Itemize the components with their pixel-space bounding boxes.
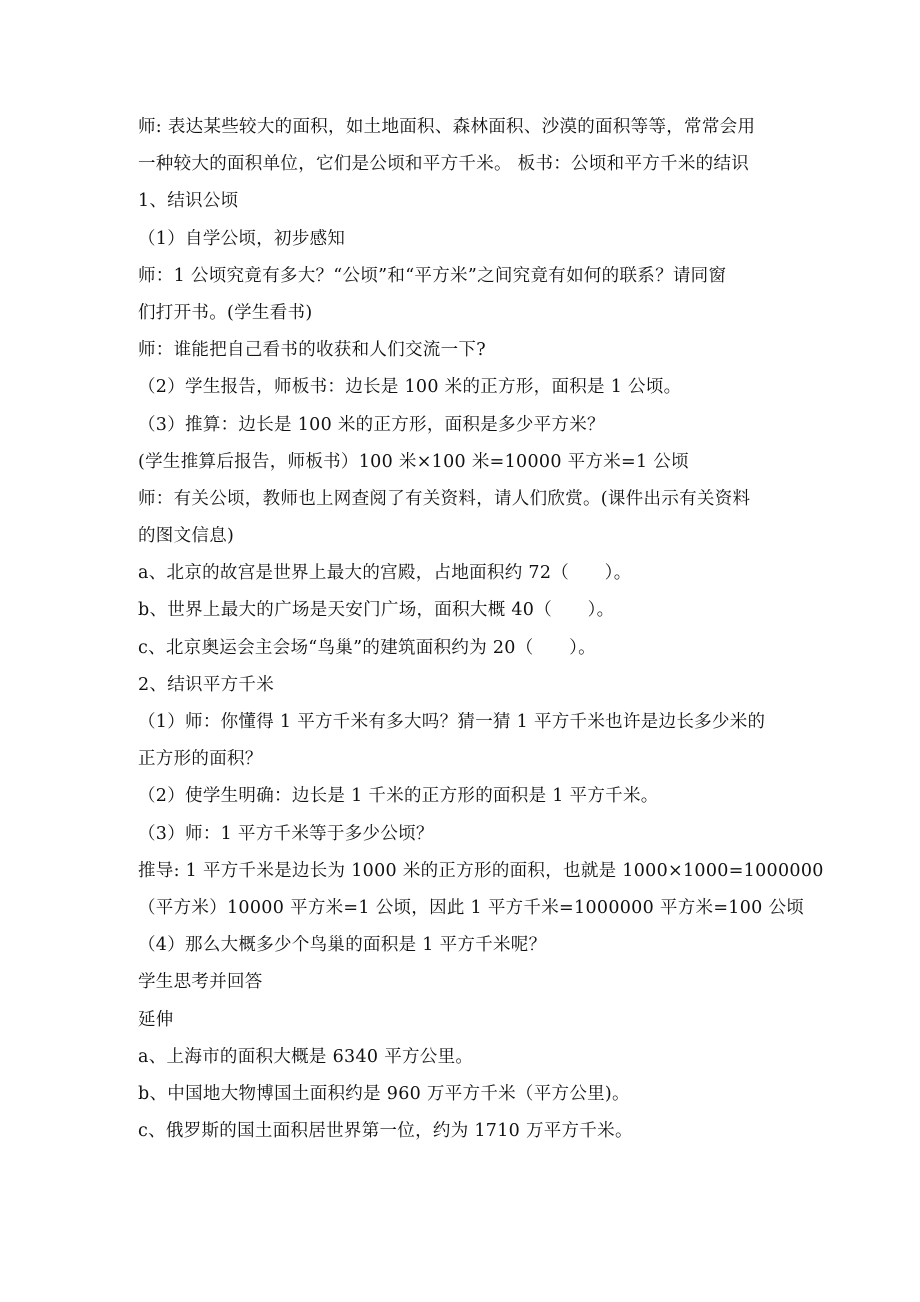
list-item: c、俄罗斯的国土面积居世界第一位，约为 1710 万平方千米。 bbox=[138, 1121, 633, 1142]
paragraph-line: 师: 表达某些较大的面积，如土地面积、森林面积、沙漠的面积等等，常常会用 bbox=[138, 117, 756, 137]
list-item: b、世界上最大的广场是天安门广场，面积大概 40（ ）。 bbox=[138, 600, 615, 621]
paragraph-line: （3）推算：边长是 100 米的正方形，面积是多少平方米？ bbox=[138, 414, 605, 435]
paragraph-line: 推导: 1 平方千米是边长为 1000 米的正方形的面积，也就是 1000×1000=1000000 bbox=[138, 860, 824, 881]
paragraph-line: 一种较大的面积单位，它们是公顷和平方千米。 板书：公顷和平方千米的结识 bbox=[138, 154, 750, 175]
paragraph-line: 正方形的面积？ bbox=[138, 749, 263, 770]
paragraph-line: 师：有关公顷，教师也上网查阅了有关资料，请人们欣赏。(课件出示有关资料 bbox=[138, 488, 751, 509]
paragraph-line: （1）自学公顷，初步感知 bbox=[138, 228, 346, 249]
paragraph-line: (学生推算后报告，师板书）100 米×100 米=10000 平方米=1 公顷 bbox=[138, 451, 689, 472]
paragraph-line: 的图文信息) bbox=[138, 526, 235, 547]
paragraph-line: （平方米）10000 平方米=1 公顷，因此 1 平方千米=1000000 平方米=100 公顷 bbox=[138, 897, 805, 918]
paragraph-line: （4）那么大概多少个鸟巢的面积是 1 平方千米呢？ bbox=[138, 935, 547, 956]
paragraph-line: 们打开书。(学生看书) bbox=[138, 302, 313, 323]
list-item: a、北京的故宫是世界上最大的宫殿，占地面积约 72（ ）。 bbox=[138, 563, 632, 584]
section-heading: 1、结识公顷 bbox=[138, 191, 239, 212]
paragraph-line: （2）使学生明确：边长是 1 千米的正方形的面积是 1 平方千米。 bbox=[138, 786, 659, 807]
paragraph-line: 学生思考并回答 bbox=[138, 972, 263, 993]
section-heading: 延伸 bbox=[138, 1009, 174, 1030]
document-body bbox=[138, 109, 824, 1150]
list-item: a、上海市的面积大概是 6340 平方公里。 bbox=[138, 1046, 474, 1067]
section-heading: 2、结识平方千米 bbox=[138, 674, 275, 695]
list-item: c、北京奥运会主会场“鸟巢”的建筑面积约为 20（ ）。 bbox=[138, 637, 596, 658]
list-item: b、中国地大物博国土面积约是 960 万平方千米（平方公里)。 bbox=[138, 1083, 630, 1104]
paragraph-line: 师：1 公顷究竟有多大？“公顷”和“平方米”之间究竟有如何的联系？请同窗 bbox=[138, 265, 727, 286]
paragraph-line: （2）学生报告，师板书：边长是 100 米的正方形，面积是 1 公顷。 bbox=[138, 377, 682, 398]
paragraph-line: （1）师：你懂得 1 平方千米有多大吗？猜一猜 1 平方千米也许是边长多少米的 bbox=[138, 712, 766, 732]
paragraph-line: 师：谁能把自己看书的收获和人们交流一下? bbox=[138, 340, 486, 361]
paragraph-line: （3）师：1 平方千米等于多少公顷？ bbox=[138, 823, 434, 844]
